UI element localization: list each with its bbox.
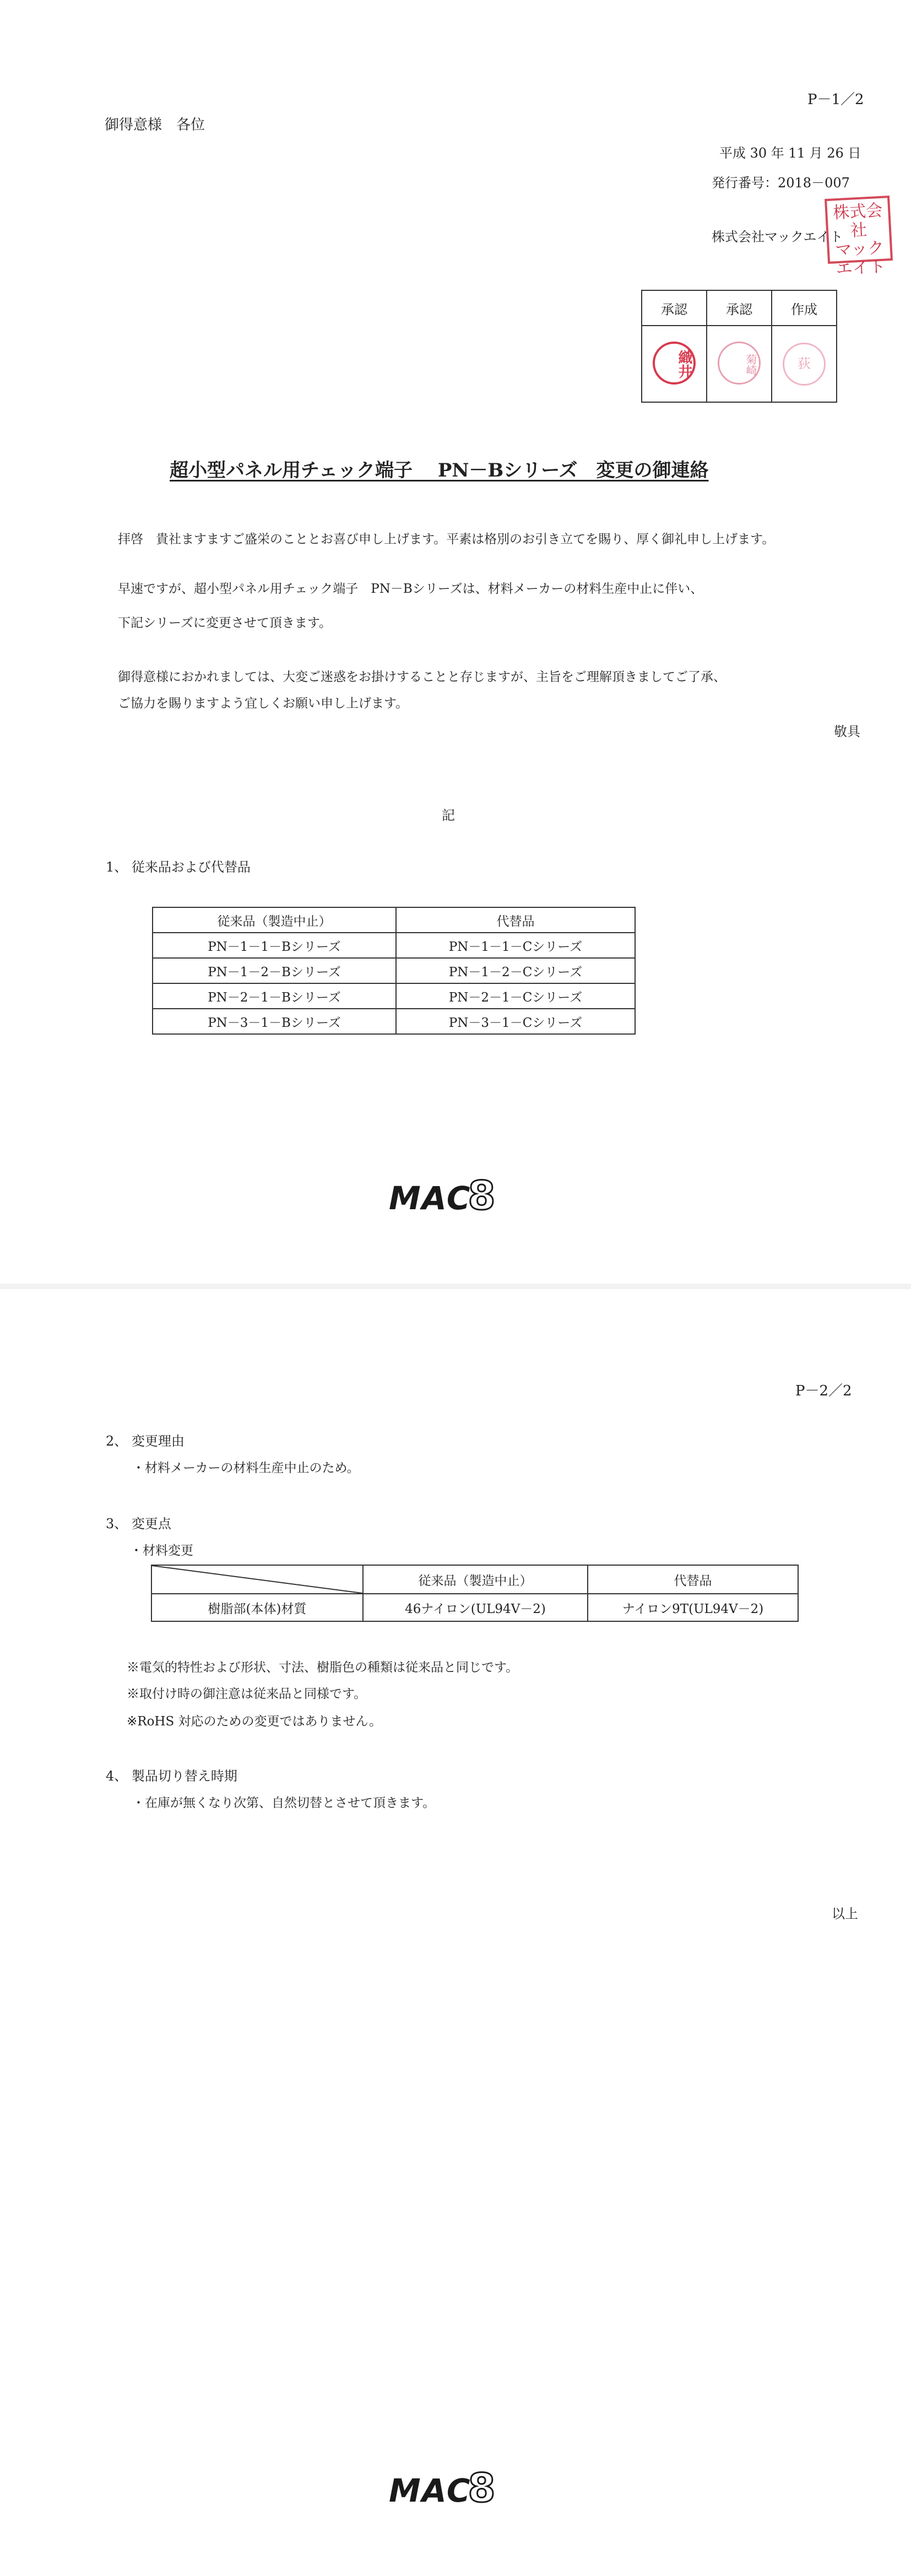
old-part: PN－3－1－Bシリーズ [153, 1009, 396, 1034]
body-line: 早速ですが、超小型パネル用チェック端子 PN－Bシリーズは、材料メーカーの材料生産中止に伴い、 [118, 582, 703, 596]
old-part: PN－2－1－Bシリーズ [153, 983, 396, 1009]
note: ※電気的特性および形状、寸法、樹脂色の種類は従来品と同じです。 [127, 1660, 519, 1675]
new-part: PN－3－1－Cシリーズ [396, 1009, 635, 1034]
old-material: 46ナイロン(UL94V－2) [363, 1594, 588, 1621]
material-table [151, 1565, 799, 1622]
table-row [153, 958, 635, 983]
section-heading: 4、 製品切り替え時期 [106, 1768, 237, 1784]
note: ※取付け時の御注意は従来品と同様です。 [127, 1687, 367, 1701]
end-mark: 以上 [832, 1906, 858, 1922]
body-line: ご協力を賜りますよう宜しくお願い申し上げます。 [118, 696, 409, 711]
page-number: P－1／2 [807, 91, 864, 108]
creator-header: 作成 [772, 290, 837, 326]
note: ※RoHS 対応のための変更ではありません。 [127, 1714, 382, 1729]
page-separator [0, 1284, 911, 1289]
reason-text: ・材料メーカーの材料生産中止のため。 [132, 1461, 360, 1475]
personal-seal: 荻 [783, 343, 826, 386]
table-header: 代替品 [588, 1565, 798, 1594]
personal-seal: 菊崎 [718, 342, 761, 385]
approval-header: 承認 [642, 290, 707, 326]
company-name: 株式会社マックエイト [712, 229, 843, 245]
ki-heading: 記 [442, 808, 455, 823]
issue-date: 平成 30 年 11 月 26 日 [719, 145, 861, 161]
approval-table [641, 290, 837, 403]
section-heading: 1、 従来品および代替品 [106, 859, 251, 875]
table-row [151, 1594, 798, 1621]
page-number: P－2／2 [795, 1383, 852, 1399]
company-logo [389, 1172, 497, 1219]
body-line: 御得意様におかれましては、大変ご迷惑をお掛けすることと存じますが、主旨をご理解頂きましてご了承、 [118, 670, 726, 684]
switch-note: ・在庫が無くなり次第、自然切替とさせて頂きます。 [132, 1796, 436, 1810]
closing: 敬具 [834, 724, 860, 739]
new-material: ナイロン9T(UL94V－2) [588, 1594, 798, 1621]
table-row [153, 933, 635, 958]
diagonal-header-cell [151, 1565, 363, 1594]
logo-eight: 8 [468, 1172, 497, 1219]
material-change-label: ・材料変更 [130, 1544, 193, 1558]
approval-header: 承認 [707, 290, 772, 326]
logo-text: MAC [389, 1179, 471, 1217]
table-header: 従来品（製造中止） [153, 907, 396, 933]
old-part: PN－1－2－Bシリーズ [153, 958, 396, 983]
old-part: PN－1－1－Bシリーズ [153, 933, 396, 958]
table-header: 従来品（製造中止） [363, 1565, 588, 1594]
table-row [153, 983, 635, 1009]
section-heading: 2、 変更理由 [106, 1433, 185, 1449]
greeting-paragraph: 拝啓 貴社ますますご盛栄のこととお喜び申し上げます。平素は格別のお引き立てを賜り、厚く御礼申し上げます。 [118, 532, 775, 546]
table-row [153, 1009, 635, 1034]
approval-seal-cell [642, 326, 707, 402]
section-heading: 3、 変更点 [106, 1516, 171, 1531]
row-label: 樹脂部(本体)材質 [151, 1594, 363, 1621]
table-header: 代替品 [396, 907, 635, 933]
page-2 [0, 1289, 911, 2576]
new-part: PN－1－1－Cシリーズ [396, 933, 635, 958]
logo-text: MAC [389, 2472, 471, 2509]
new-part: PN－1－2－Cシリーズ [396, 958, 635, 983]
company-stamp: 株式会社 マック エイト [826, 197, 891, 262]
replacement-table [152, 907, 636, 1035]
personal-seal: 織井 [653, 342, 696, 385]
page-1 [0, 0, 911, 1284]
issue-number: 発行番号：2018－007 [712, 175, 850, 191]
creator-seal-cell [772, 326, 837, 402]
document-title: 超小型パネル用チェック端子 PN－Bシリーズ 変更の御連絡 [170, 459, 709, 481]
logo-eight: 8 [468, 2465, 497, 2511]
company-logo [389, 2465, 497, 2511]
new-part: PN－2－1－Cシリーズ [396, 983, 635, 1009]
diagonal-line [152, 1566, 362, 1593]
recipient: 御得意様 各位 [105, 117, 205, 133]
body-line: 下記シリーズに変更させて頂きます。 [118, 616, 332, 630]
approval-seal-cell [707, 326, 772, 402]
